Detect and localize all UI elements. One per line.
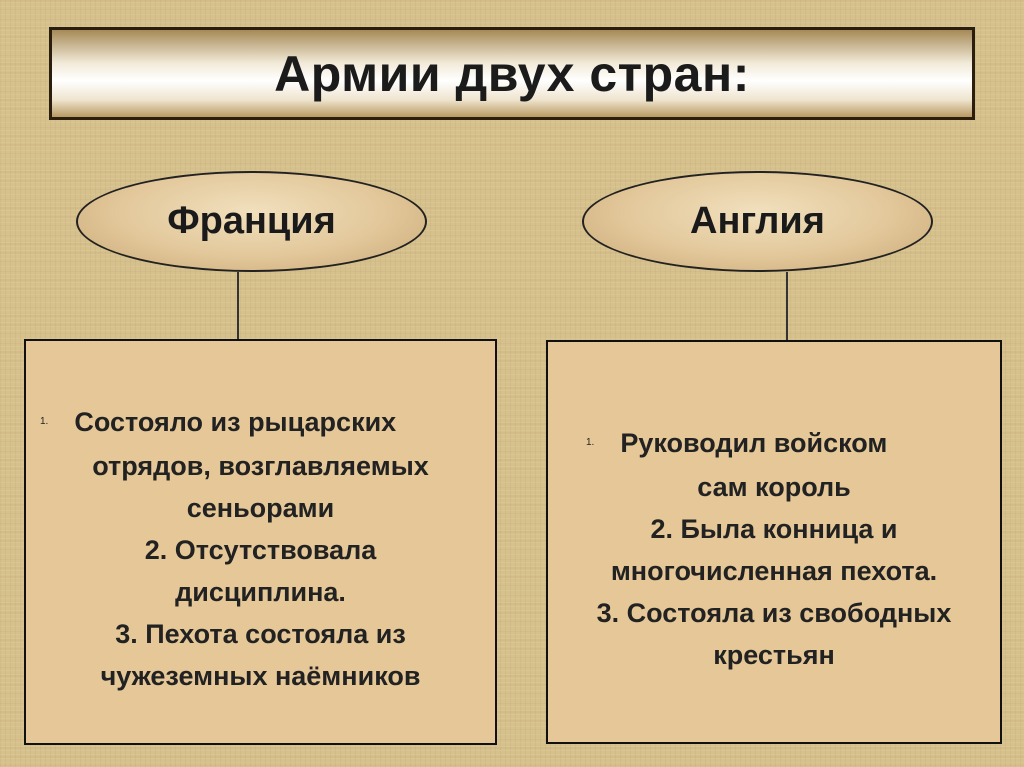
- england-item-1-text: Руководил войском: [620, 428, 888, 458]
- france-item-1-line-2: отрядов, возглавляемых: [92, 450, 429, 481]
- france-item-1-text: Состояло из рыцарских: [74, 407, 397, 437]
- england-item-1-first-line: [548, 422, 1000, 466]
- england-connector-line: [786, 272, 788, 340]
- france-item-1-line-3: сеньорами: [186, 492, 335, 523]
- france-item-3-line-1: 3. Пехота состояла из: [115, 618, 406, 649]
- france-heading: Франция: [167, 200, 336, 242]
- france-item-2-line-1: 2. Отсутствовала: [144, 534, 377, 565]
- france-item-1-first-line: [26, 401, 495, 445]
- france-connector-line: [237, 272, 239, 339]
- england-panel: [546, 340, 1002, 744]
- england-item-2-line-2: многочисленная пехота.: [610, 555, 938, 586]
- france-panel: [24, 339, 497, 745]
- england-item-3-line-2: крестьян: [713, 639, 835, 670]
- france-item-1-number: 1.: [40, 415, 49, 427]
- title-banner: [49, 27, 975, 120]
- france-item-3-line-2: чужеземных наёмников: [100, 660, 421, 691]
- england-item-1-number: 1.: [586, 436, 595, 448]
- slide-title: Армии двух стран:: [274, 45, 750, 102]
- england-item-3-line-1: 3. Состояла из свободных: [596, 597, 952, 628]
- england-oval: [582, 171, 933, 272]
- england-item-2-line-1: 2. Была конница и: [650, 513, 898, 544]
- france-oval: [76, 171, 427, 272]
- england-item-1-line-2: сам король: [697, 471, 851, 502]
- england-heading: Англия: [690, 200, 825, 242]
- france-item-2-line-2: дисциплина.: [175, 576, 346, 607]
